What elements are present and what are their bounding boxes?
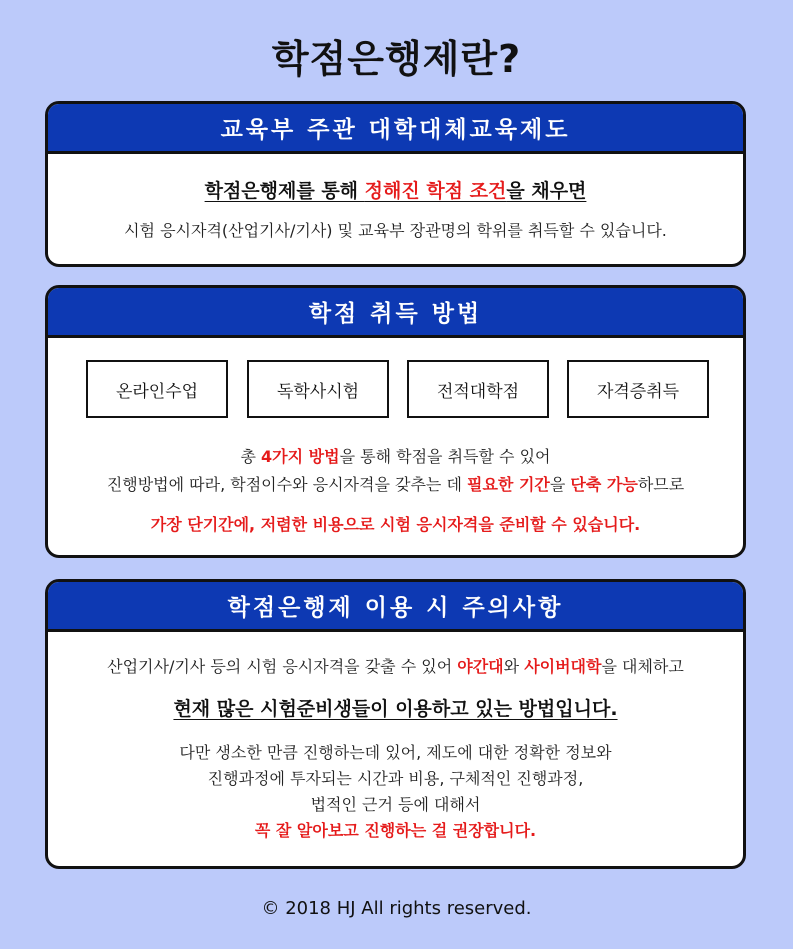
section-header: 학점은행제 이용 시 주의사항 <box>48 582 743 632</box>
section3-line5: 법적인 근거 등에 대해서 <box>310 795 481 814</box>
method-online-class: 온라인수업 <box>86 360 228 418</box>
copyright-footer: © 2018 HJ All rights reserved. <box>261 898 532 919</box>
section1-emphasis: 학점은행제를 통해 정해진 학점 조건을 채우면 <box>204 180 587 202</box>
section3-line4: 진행과정에 투자되는 시간과 비용, 구체적인 진행과정, <box>207 769 584 788</box>
section-precautions <box>45 579 746 869</box>
section3-line3: 다만 생소한 만큼 진행하는데 있어, 제도에 대한 정확한 정보와 <box>179 743 612 762</box>
section3-emphasis: 현재 많은 시험준비생들이 이용하고 있는 방법입니다. <box>173 698 618 720</box>
section2-line1: 총 4가지 방법을 통해 학점을 취득할 수 있어 <box>240 447 551 466</box>
page-title: 학점은행제란? <box>271 37 522 81</box>
method-certificate: 자격증취득 <box>567 360 709 418</box>
method-self-study-exam: 독학사시험 <box>247 360 389 418</box>
section3-line1: 산업기사/기사 등의 시험 응시자격을 갖출 수 있어 야간대와 사이버대학을 대체하고 <box>107 657 684 676</box>
section2-conclusion: 가장 단기간에, 저렴한 비용으로 시험 응시자격을 준비할 수 있습니다. <box>150 515 641 534</box>
section2-line2: 진행방법에 따라, 학점이수와 응시자격을 갖추는 데 필요한 기간을 단축 가능하므로 <box>106 475 685 494</box>
section-academic-credit-bank <box>45 101 746 267</box>
section-header: 교육부 주관 대학대체교육제도 <box>48 104 743 154</box>
section-header: 학점 취득 방법 <box>48 288 743 338</box>
highlight-text: 정해진 학점 조건 <box>364 180 507 202</box>
section3-conclusion: 꼭 잘 알아보고 진행하는 걸 권장합니다. <box>254 821 537 840</box>
method-transfer-credit: 전적대학점 <box>407 360 549 418</box>
section-credit-methods <box>45 285 746 558</box>
section1-body: 시험 응시자격(산업기사/기사) 및 교육부 장관명의 학위를 취득할 수 있습니다. <box>124 221 667 240</box>
